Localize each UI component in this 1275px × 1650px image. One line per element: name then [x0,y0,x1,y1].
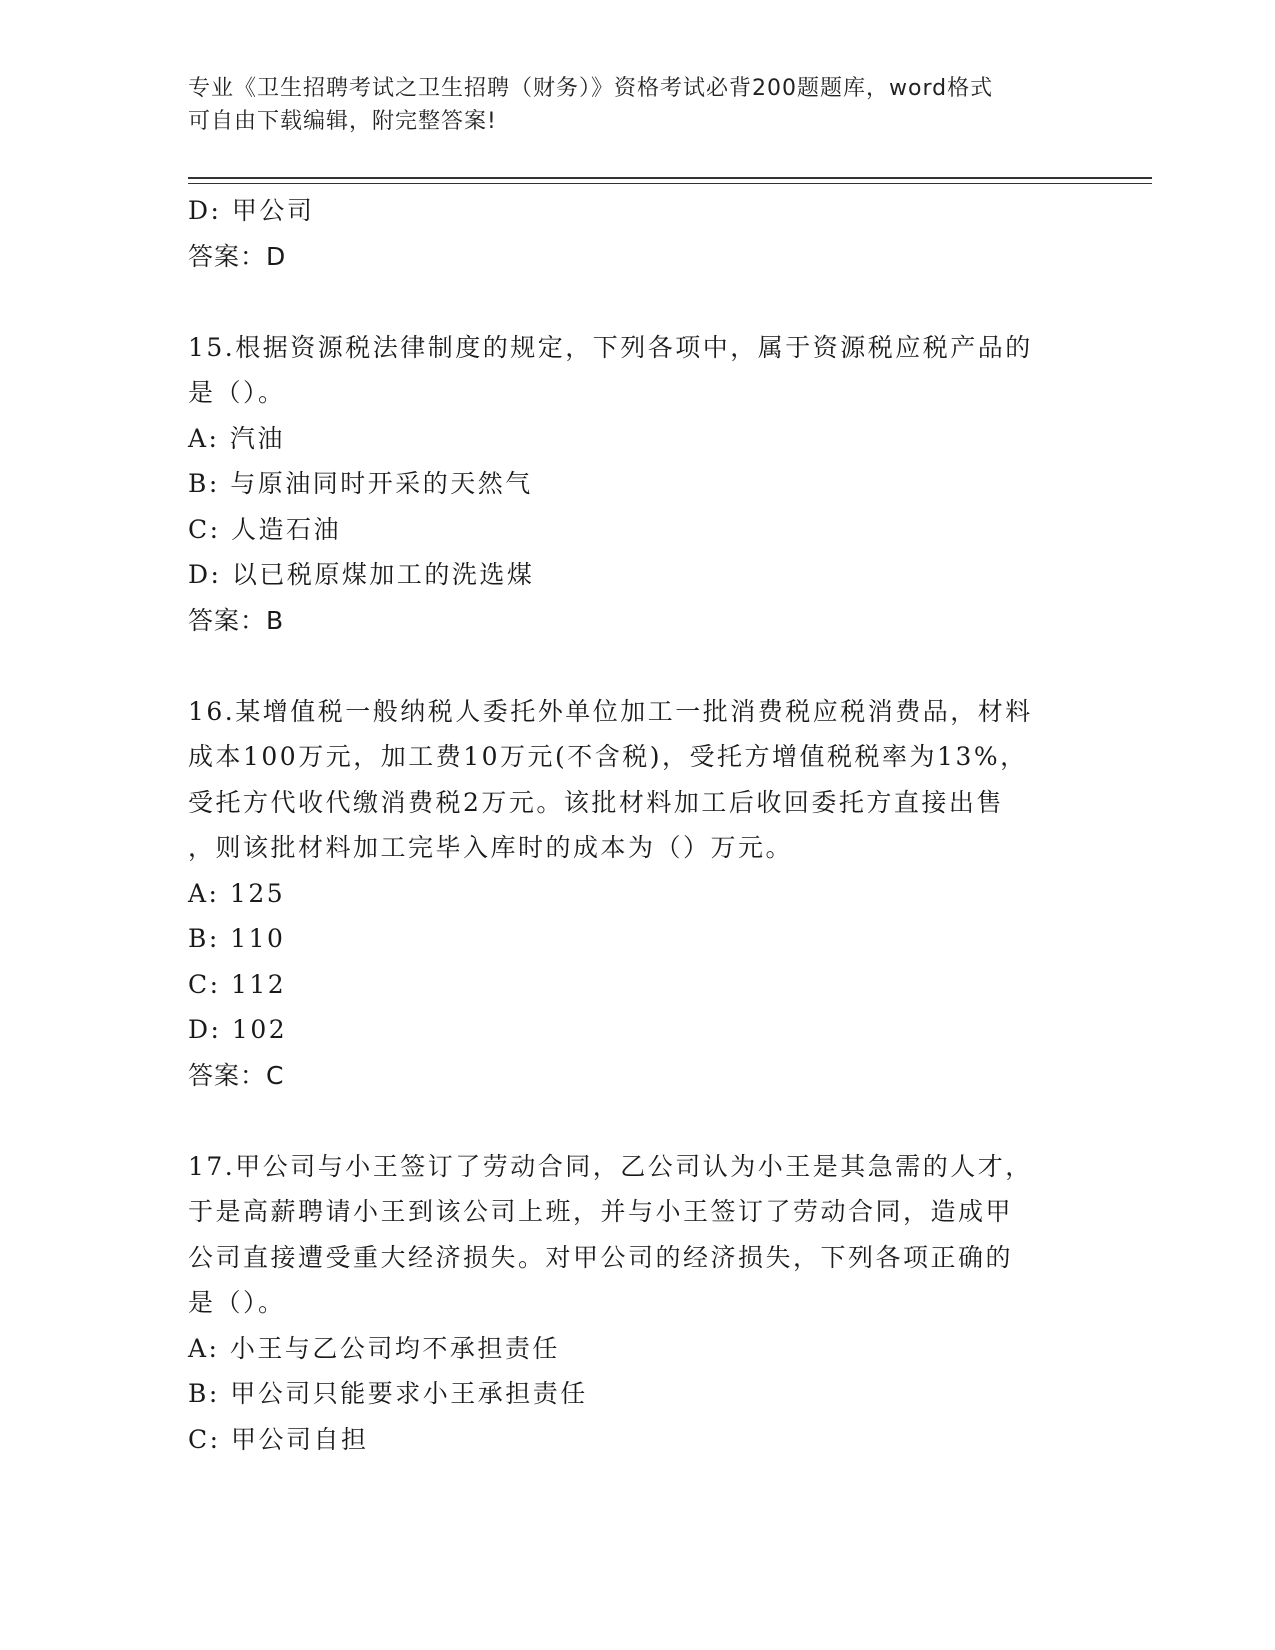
answer: 答案：B [188,605,285,635]
question-15 [188,325,1088,644]
option-c: C: 人造石油 [188,514,341,544]
option-c: C: 甲公司自担 [188,1424,369,1454]
header-line-2: 可自由下载编辑，附完整答案! [188,109,497,134]
option-d: D: 以已税原煤加工的洗选煤 [188,560,535,589]
question-text-line: 于是高薪聘请小王到该公司上班，并与小王签订了劳动合同，造成甲 [188,1197,1014,1226]
header-divider-thin [188,183,1152,184]
question-text-line: 15.根据资源税法律制度的规定，下列各项中，属于资源税应税产品的 [188,332,1033,362]
question-text-line: 17.甲公司与小王签订了劳动合同，乙公司认为小王是其急需的人才， [188,1151,1033,1181]
question-16 [188,689,1088,1099]
answer: 答案：D [188,241,287,271]
document-body [188,188,1088,1462]
option-b: B: 甲公司只能要求小王承担责任 [188,1379,588,1408]
header-line-1: 专业《卫生招聘考试之卫生招聘（财务）》资格考试必背200题题库，word格式 [188,76,994,101]
spacer [188,643,1088,689]
question-text-line: 公司直接遭受重大经济损失。对甲公司的经济损失，下列各项正确的 [188,1242,1014,1272]
question-text-line: 是（）。 [188,1288,286,1317]
previous-question-tail [188,188,1088,279]
question-text-line: 受托方代收代缴消费税2万元。该批材料加工后收回委托方直接出售 [188,787,1004,817]
question-text-line: 16.某增值税一般纳税人委托外单位加工一批消费税应税消费品，材料 [188,696,1033,726]
spacer [188,279,1088,325]
document-header [188,72,1088,138]
option-c: C: 112 [188,969,287,999]
option-d: D: 102 [188,1015,288,1044]
option-a: A: 小王与乙公司均不承担责任 [188,1333,560,1363]
question-17 [188,1144,1088,1463]
option-d: D: 甲公司 [188,196,315,225]
spacer [188,1098,1088,1144]
answer: 答案：C [188,1060,285,1090]
question-text-line: 成本100万元，加工费10万元(不含税)，受托方增值税税率为13%， [188,742,1028,771]
option-b: B: 110 [188,924,286,953]
question-text-line: 是（）。 [188,378,286,407]
question-text-line: ，则该批材料加工完毕入库时的成本为（）万元。 [188,833,794,862]
option-b: B: 与原油同时开采的天然气 [188,469,533,498]
option-a: A: 125 [188,878,286,908]
header-divider [188,177,1152,179]
option-a: A: 汽油 [188,423,285,453]
